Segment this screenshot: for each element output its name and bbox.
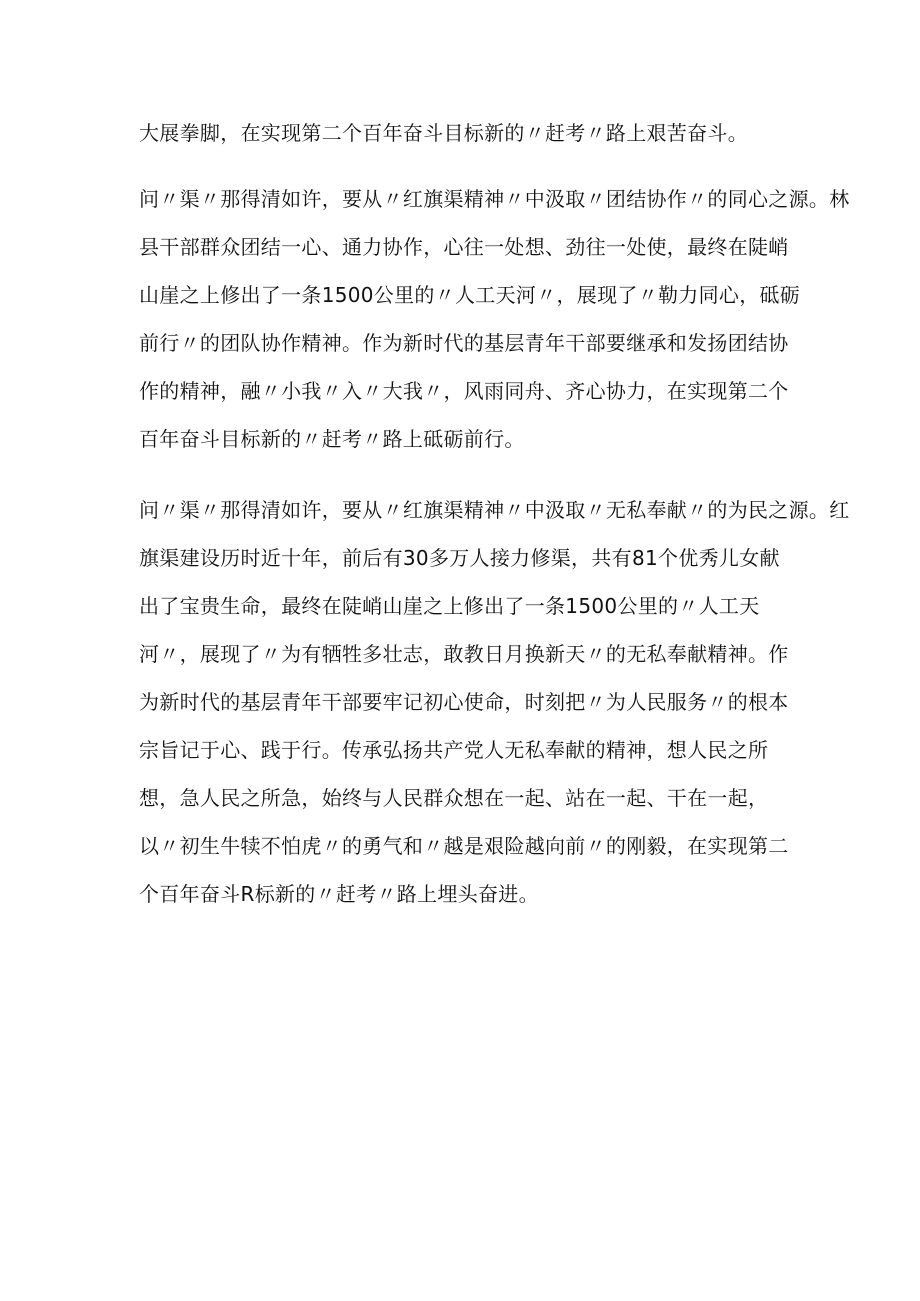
- text-line: 县干部群众团结一心、通力协作，心往一处想、劲往一处使，最终在陡峭: [139, 235, 789, 259]
- text-line: 以〃初生牛犊不怕虎〃的勇气和〃越是艰险越向前〃的刚毅，在实现第二: [139, 834, 789, 858]
- text-line: 山崖之上修出了一条1500公里的〃人工天河〃，展现了〃勒力同心，砥砺: [139, 283, 801, 307]
- text-line: 出了宝贵生命，最终在陡峭山崖之上修出了一条1500公里的〃人工天: [139, 594, 760, 618]
- text-line: 个百年奋斗R标新的〃赶考〃路上埋头奋进。: [139, 882, 539, 906]
- text-line: 大展拳脚，在实现第二个百年奋斗目标新的〃赶考〃路上艰苦奋斗。: [139, 121, 748, 145]
- text-line: 前行〃的团队协作精神。作为新时代的基层青年干部要继承和发扬团结协: [139, 331, 789, 355]
- text-line: 旗渠建设历时近十年，前后有30多万人接力修渠，共有81个优秀儿女献: [139, 546, 780, 570]
- text-line: 问〃渠〃那得清如许，要从〃红旗渠精神〃中汲取〃无私奉献〃的为民之源。红: [139, 498, 850, 522]
- text-line: 宗旨记于心、践于行。传承弘扬共产党人无私奉献的精神，想人民之所: [139, 738, 769, 762]
- text-line: 为新时代的基层青年干部要牢记初心使命，时刻把〃为人民服务〃的根本: [139, 690, 789, 714]
- text-line: 作的精神，融〃小我〃入〃大我〃，风雨同舟、齐心协力，在实现第二个: [139, 379, 789, 403]
- text-line: 想，急人民之所急，始终与人民群众想在一起、站在一起、干在一起，: [139, 786, 769, 810]
- text-line: 问〃渠〃那得清如许，要从〃红旗渠精神〃中汲取〃团结协作〃的同心之源。林: [139, 187, 850, 211]
- text-line: 百年奋斗目标新的〃赶考〃路上砥砺前行。: [139, 427, 525, 451]
- text-line: 河〃，展现了〃为有牺牲多壮志，敢教日月换新天〃的无私奉献精神。作: [139, 642, 789, 666]
